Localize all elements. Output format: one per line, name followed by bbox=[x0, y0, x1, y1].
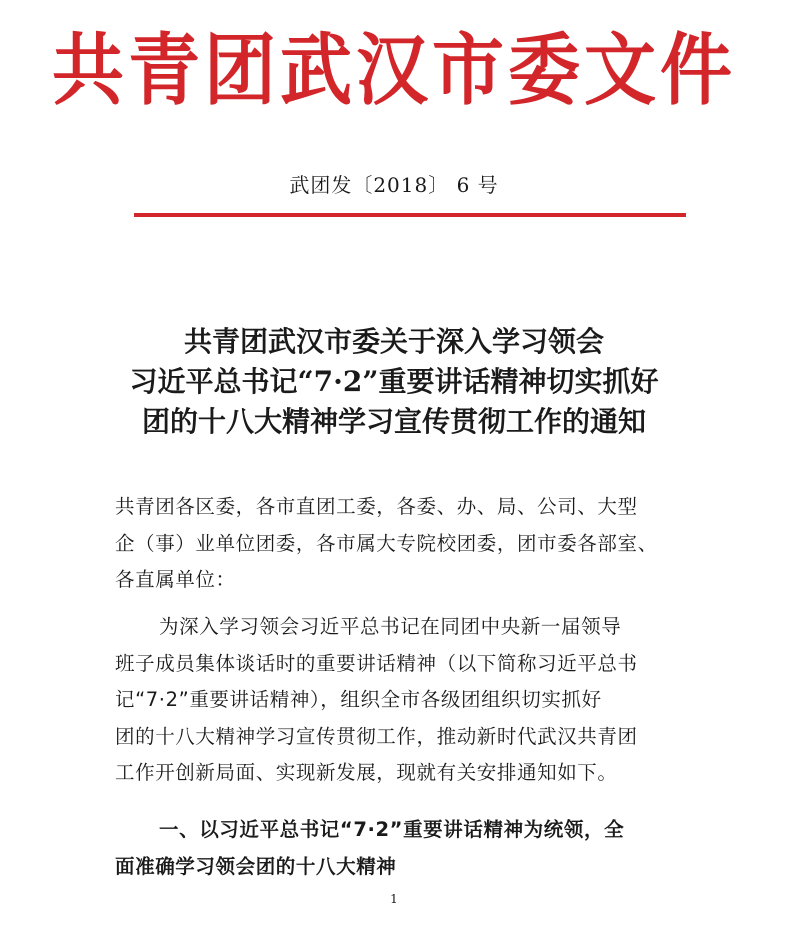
salutation bbox=[115, 489, 670, 599]
paragraph-line: 团的十八大精神学习宣传贯彻工作，推动新时代武汉共青团 bbox=[115, 724, 638, 748]
paragraph-line: 记“7·2”重要讲话精神），组织全市各级团组织切实抓好 bbox=[115, 688, 602, 711]
section-heading-line: 面准确学习领会团的十八大精神 bbox=[115, 854, 397, 878]
paragraph-line: 班子成员集体谈话时的重要讲话精神（以下简称习近平总书 bbox=[115, 651, 638, 675]
paragraph-line: 工作开创新局面、实现新发展，现就有关安排通知如下。 bbox=[115, 761, 618, 784]
notice-title-line: 共青团武汉市委关于深入学习领会 bbox=[183, 325, 604, 358]
notice-title-line: 团的十八大精神学习宣传贯彻工作的通知 bbox=[141, 405, 646, 438]
document-header-title: 共青团武汉市委文件 bbox=[51, 23, 736, 116]
page-number: 1 bbox=[390, 892, 398, 906]
document-number: 武团发〔2018〕 6 号 bbox=[289, 173, 499, 197]
salutation-line: 共青团各区委，各市直团工委，各委、办、局、公司、大型 bbox=[115, 495, 638, 518]
section-heading-line: 一、以习近平总书记“7·2”重要讲话精神为统领，全 bbox=[159, 818, 625, 841]
section-heading-1 bbox=[115, 812, 670, 885]
salutation-line: 各直属单位： bbox=[115, 568, 236, 591]
intro-paragraph bbox=[115, 609, 670, 792]
paragraph-line: 为深入学习领会习近平总书记在同团中央新一届领导 bbox=[159, 615, 622, 638]
notice-title bbox=[0, 322, 788, 442]
header-red-rule bbox=[134, 213, 686, 217]
salutation-line: 企（事）业单位团委，各市属大专院校团委，团市委各部室、 bbox=[115, 531, 658, 555]
notice-title-line: 习近平总书记“7·2”重要讲话精神切实抓好 bbox=[129, 365, 659, 398]
